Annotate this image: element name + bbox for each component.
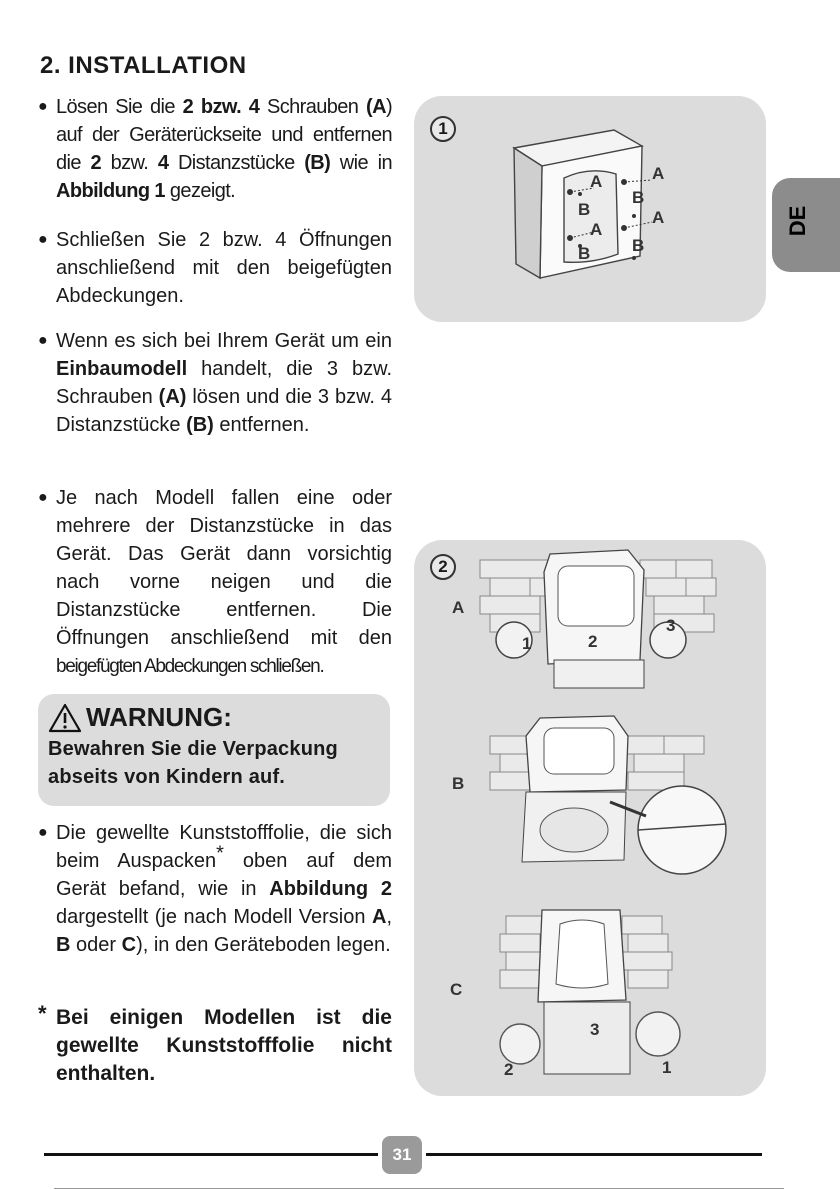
packaging-illustrations: [414, 540, 766, 1096]
paragraph-close-openings: ● Schließen Sie 2 bzw. 4 Öffnungen anschließend mit den beigefügten Abdeckungen.: [38, 226, 392, 310]
bullet: ●: [38, 489, 48, 506]
figure-2-number: 2: [430, 554, 456, 580]
figure-2-panel: [414, 540, 766, 1096]
version-a-label: A: [452, 598, 465, 617]
page-number: 31: [382, 1136, 422, 1174]
version-b-drawing: [490, 716, 726, 874]
version-c-drawing: [500, 910, 680, 1074]
version-b-label: B: [452, 774, 465, 793]
bottom-rule: [54, 1188, 784, 1189]
language-tab: [772, 178, 840, 272]
callout-c-1: 1: [662, 1058, 672, 1077]
paragraph-spacers-fall: ● Je nach Modell fallen eine oder mehrere der Distanzstücke in das Gerät. Das Gerät dann vorsichtig nach vorne neigen und die Distanzstücke entfernen. Die Öffnungen anschließend mit den beigefügten Abdeckungen schließen.: [38, 484, 392, 681]
footer-rule-right: [426, 1153, 762, 1156]
label-b-2: B: [632, 188, 645, 207]
figure-1-panel: [414, 96, 766, 322]
warning-text: Bewahren Sie die Verpackung abseits von Kindern auf.: [48, 738, 338, 788]
paragraph-built-in-model: ● Wenn es sich bei Ihrem Gerät um ein Einbaumodell handelt, die 3 bzw. Schrauben (A) lösen und die 3 bzw. 4 Distanzstücke (B) entfernen.: [38, 327, 392, 439]
paragraph-plastic-film: ● Die gewellte Kunststofffolie, die sich beim Auspacken* oben auf dem Gerät befand, wie in Abbildung 2 dargestellt (je nach Modell Version A, B oder C), in den Geräteboden legen.: [38, 819, 392, 959]
label-b-3: B: [578, 244, 591, 263]
label-a-4: A: [652, 208, 665, 227]
label-a-1: A: [590, 172, 603, 191]
warning-box: [38, 694, 390, 806]
warning-icon: [48, 703, 82, 733]
callout-c-2: 2: [504, 1060, 514, 1079]
bullet: ●: [38, 231, 48, 248]
bullet: ●: [38, 332, 48, 349]
figure-1-number: 1: [430, 116, 456, 142]
footer-rule-left: [44, 1153, 378, 1156]
language-tab-label: DE: [785, 205, 810, 237]
bullet: ●: [38, 98, 48, 115]
footnote: * Bei einigen Modellen ist die gewellte Kunststofffolie nicht enthalten.: [38, 1001, 392, 1085]
callout-a-2: 2: [588, 632, 598, 651]
warning-title-text: WARNUNG:: [86, 702, 232, 732]
callout-c-3: 3: [590, 1020, 600, 1039]
bullet: ●: [38, 824, 48, 841]
label-b-4: B: [632, 236, 645, 255]
label-a-3: A: [590, 220, 603, 239]
paragraph-remove-screws: ● Lösen Sie die 2 bzw. 4 Schrauben (A) auf der Geräterückseite und entfernen die 2 bzw. 4 Distanzstücke (B) wie in Abbildung 1 gezeigt.: [38, 93, 392, 205]
version-a-drawing: [480, 550, 716, 688]
warning-title: [48, 702, 380, 733]
label-a-2: A: [652, 164, 665, 183]
callout-a-1: 1: [522, 634, 532, 653]
section-heading: 2. INSTALLATION: [40, 52, 247, 79]
callout-a-3: 3: [666, 616, 676, 635]
version-c-label: C: [450, 980, 463, 999]
label-b-1: B: [578, 200, 591, 219]
